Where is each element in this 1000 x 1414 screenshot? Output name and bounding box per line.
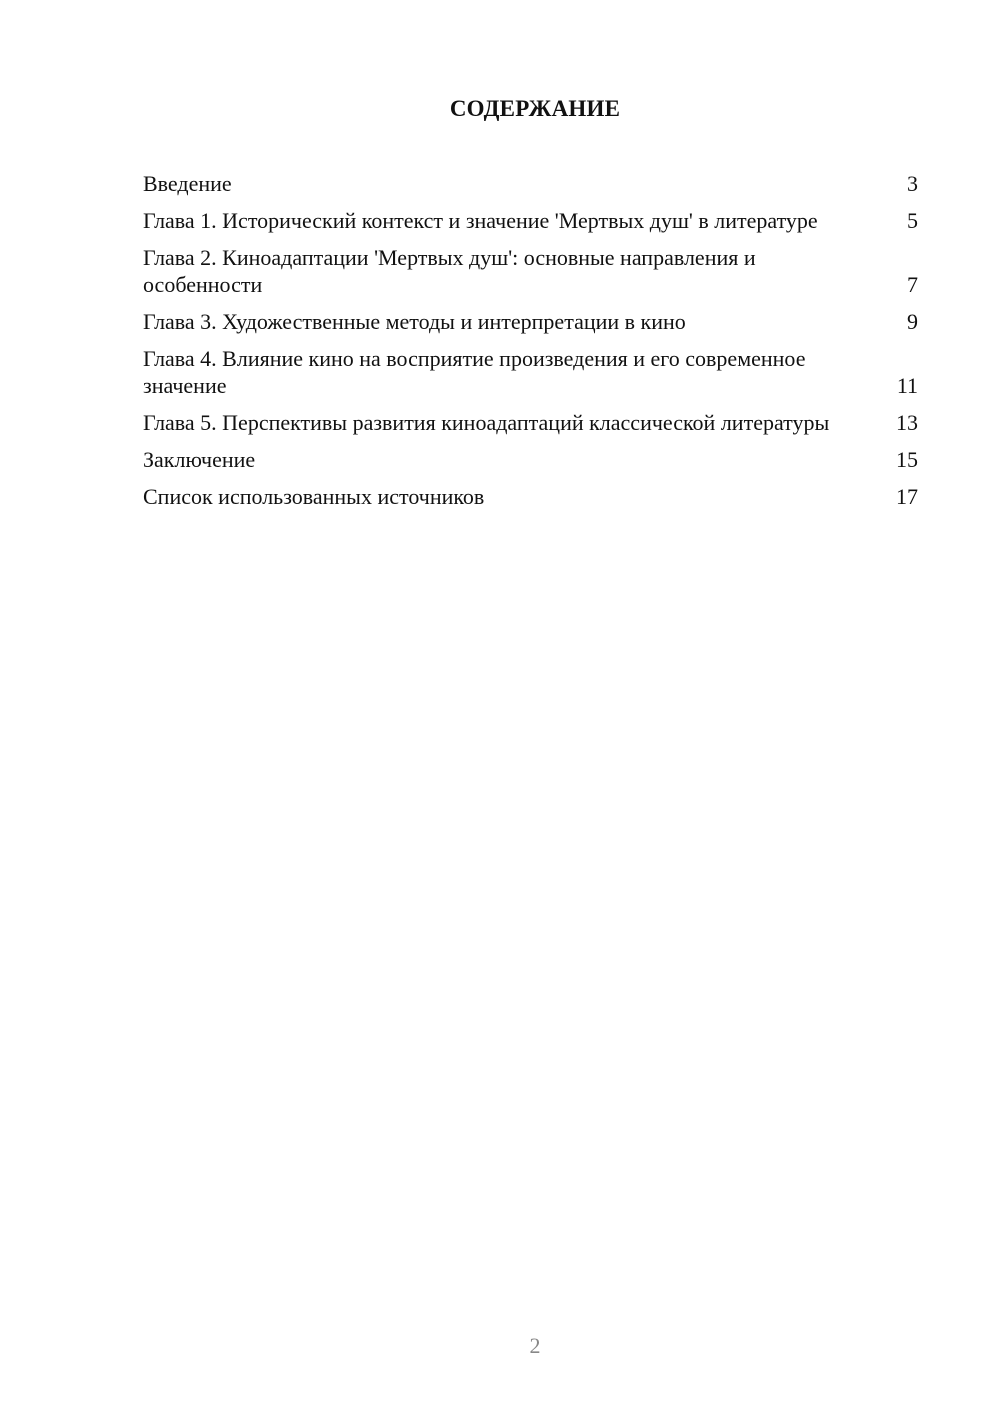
toc-entry-references	[143, 483, 918, 510]
toc-entry-label: Список использованных источников	[143, 484, 485, 509]
page-number: 2	[529, 1333, 541, 1358]
toc-entry-conclusion	[143, 446, 918, 473]
toc-entry-label: Глава 2. Киноадаптации 'Мертвых душ': основные направления и особенности	[143, 245, 756, 297]
toc-entry-label: Глава 5. Перспективы развития киноадаптаций классической литературы	[143, 410, 830, 435]
toc-entry-label: Введение	[143, 171, 232, 196]
toc-entry-page: 17	[896, 484, 918, 509]
toc-entry-label: Заключение	[143, 447, 256, 472]
toc-entry-page: 13	[896, 410, 918, 435]
table-of-contents	[143, 170, 918, 520]
toc-entry-chapter-3	[143, 308, 918, 335]
toc-entry-label: Глава 3. Художественные методы и интерпретации в кино	[143, 309, 686, 334]
toc-title: СОДЕРЖАНИЕ	[449, 96, 621, 121]
toc-entry-chapter-2	[143, 244, 918, 298]
toc-entry-page: 7	[907, 272, 918, 297]
toc-entry-page: 3	[907, 171, 918, 196]
toc-entry-page: 15	[896, 447, 918, 472]
toc-entry-page: 5	[907, 208, 918, 233]
toc-entry-label: Глава 4. Влияние кино на восприятие произведения и его современное значение	[143, 346, 806, 398]
toc-entry-page: 11	[896, 373, 918, 398]
toc-entry-chapter-4	[143, 345, 918, 399]
toc-entry-page: 9	[907, 309, 918, 334]
toc-entry-introduction	[143, 170, 918, 197]
toc-entry-chapter-5	[143, 409, 918, 436]
toc-entry-chapter-1	[143, 207, 918, 234]
toc-entry-label: Глава 1. Исторический контекст и значение 'Мертвых душ' в литературе	[143, 208, 818, 233]
